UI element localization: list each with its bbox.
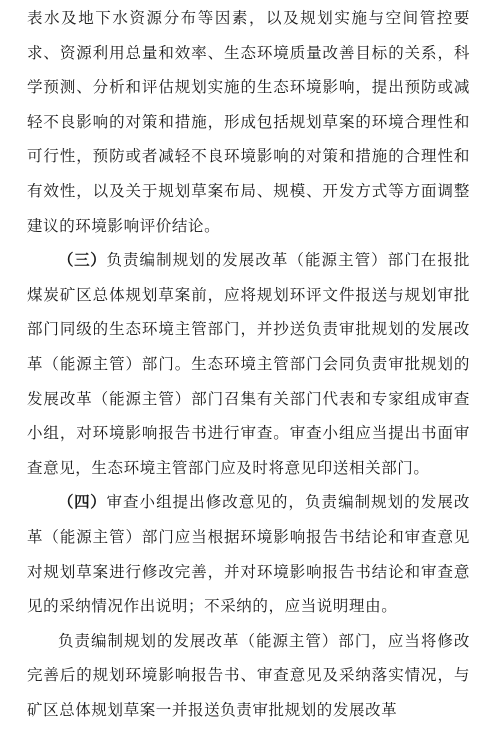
paragraph-final bbox=[27, 624, 470, 728]
paragraph-text: 表水及地下水资源分布等因素，以及规划实施与空间管控要求、资源利用总量和效率、生态环境质量改善目标的关系，科学预测、分析和评估规划实施的生态环境影响，提出预防或减轻不良影响的对策和措施，形成包括规划草案的环境合理性和可行性，预防或者减轻不良环境影响的对策和措施的合理性和有效性，以及关于规划草案布局、规模、开发方式等方面调整建议的环境影响评价结论。 bbox=[27, 9, 470, 235]
paragraph-continuation bbox=[27, 1, 470, 243]
paragraph-item-3 bbox=[27, 243, 470, 485]
paragraph-text: 审查小组提出修改意见的，负责编制规划的发展改革（能源主管）部门应当根据环境影响报告书结论和审查意见对规划草案进行修改完善，并对环境影响报告书结论和审查意见的采纳情况作出说明；不采纳的，应当说明理由。 bbox=[27, 493, 470, 616]
item-number: （三） bbox=[58, 250, 107, 270]
paragraph-text: 负责编制规划的发展改革（能源主管）部门在报批煤炭矿区总体规划草案前，应将规划环评文件报送与规划审批部门同级的生态环境主管部门，并抄送负责审批规划的发展改革（能源主管）部门。生态环境主管部门会同负责审批规划的发展改革（能源主管）部门召集有关部门代表和专家组成审查小组，对环境影响报告书进行审查。审查小组应当提出书面审查意见，生态环境主管部门应及时将意见印送相关部门。 bbox=[27, 251, 470, 477]
paragraph-text: 负责编制规划的发展改革（能源主管）部门，应当将修改完善后的规划环境影响报告书、审查意见及采纳落实情况，与矿区总体规划草案一并报送负责审批规划的发展改革 bbox=[27, 631, 470, 719]
item-number: （四） bbox=[58, 492, 107, 512]
paragraph-item-4 bbox=[27, 485, 470, 623]
